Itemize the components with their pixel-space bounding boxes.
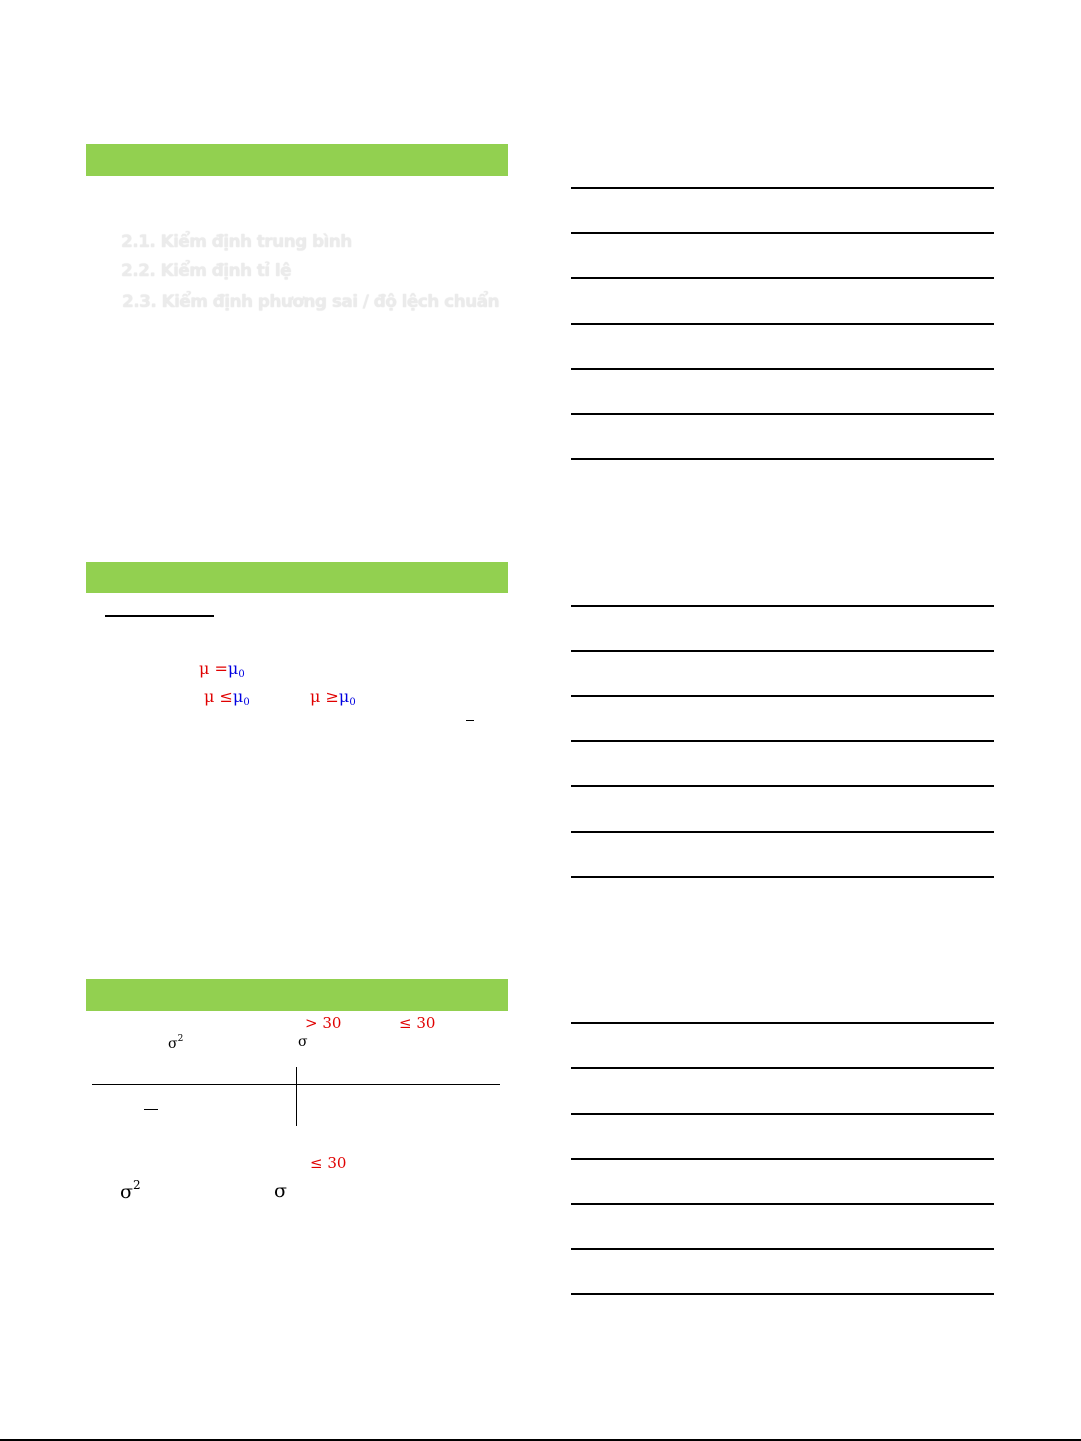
sigma-1: σ — [298, 1034, 308, 1050]
toc-item-variance-test: 2.3. Kiểm định phương sai / độ lệch chuẩn — [122, 292, 499, 312]
notes-line — [571, 1022, 994, 1024]
underline-heading — [105, 615, 214, 617]
notes-line — [571, 740, 994, 742]
section-header-bar-3 — [86, 979, 508, 1011]
sample-size-le-30-1: ≤ 30 — [399, 1014, 436, 1032]
xbar-overline-1 — [466, 720, 474, 721]
toc-item-mean-test: 2.1. Kiểm định trung bình — [121, 232, 352, 252]
notes-line — [571, 831, 994, 833]
notes-line — [571, 1113, 994, 1115]
hypothesis-less-equal: $\mu \le\mu_0$ — [204, 687, 250, 708]
toc-item-proportion-test: 2.2. Kiểm định tỉ lệ — [121, 261, 292, 281]
section-header-bar-1 — [86, 144, 508, 176]
notes-line — [571, 1203, 994, 1205]
notes-line — [571, 605, 994, 607]
notes-line — [571, 368, 994, 370]
section-header-bar-2 — [86, 562, 508, 593]
notes-line — [571, 232, 994, 234]
table-vertical-line — [296, 1067, 297, 1126]
notes-line — [571, 1158, 994, 1160]
notes-line — [571, 1067, 994, 1069]
notes-line — [571, 187, 994, 189]
notes-line — [571, 695, 994, 697]
sample-size-le-30-2: ≤ 30 — [310, 1154, 347, 1172]
notes-line — [571, 876, 994, 878]
notes-line — [571, 458, 994, 460]
notes-line — [571, 413, 994, 415]
notes-line — [571, 650, 994, 652]
hypothesis-greater-equal: $\mu \ge\mu_0$ — [310, 687, 356, 708]
xbar-overline-2 — [144, 1109, 158, 1110]
sigma-squared-1: $\sigma^2$ — [168, 1034, 184, 1052]
notes-line — [571, 785, 994, 787]
notes-line — [571, 323, 994, 325]
sigma-2: σ — [274, 1180, 287, 1202]
sigma-squared-2: $\sigma^2$ — [120, 1178, 141, 1203]
hypothesis-equal: $\mu =\mu_0$ — [199, 659, 245, 680]
notes-line — [571, 277, 994, 279]
sample-size-greater-30: > 30 — [305, 1014, 342, 1032]
notes-line — [571, 1248, 994, 1250]
notes-line — [571, 1293, 994, 1295]
